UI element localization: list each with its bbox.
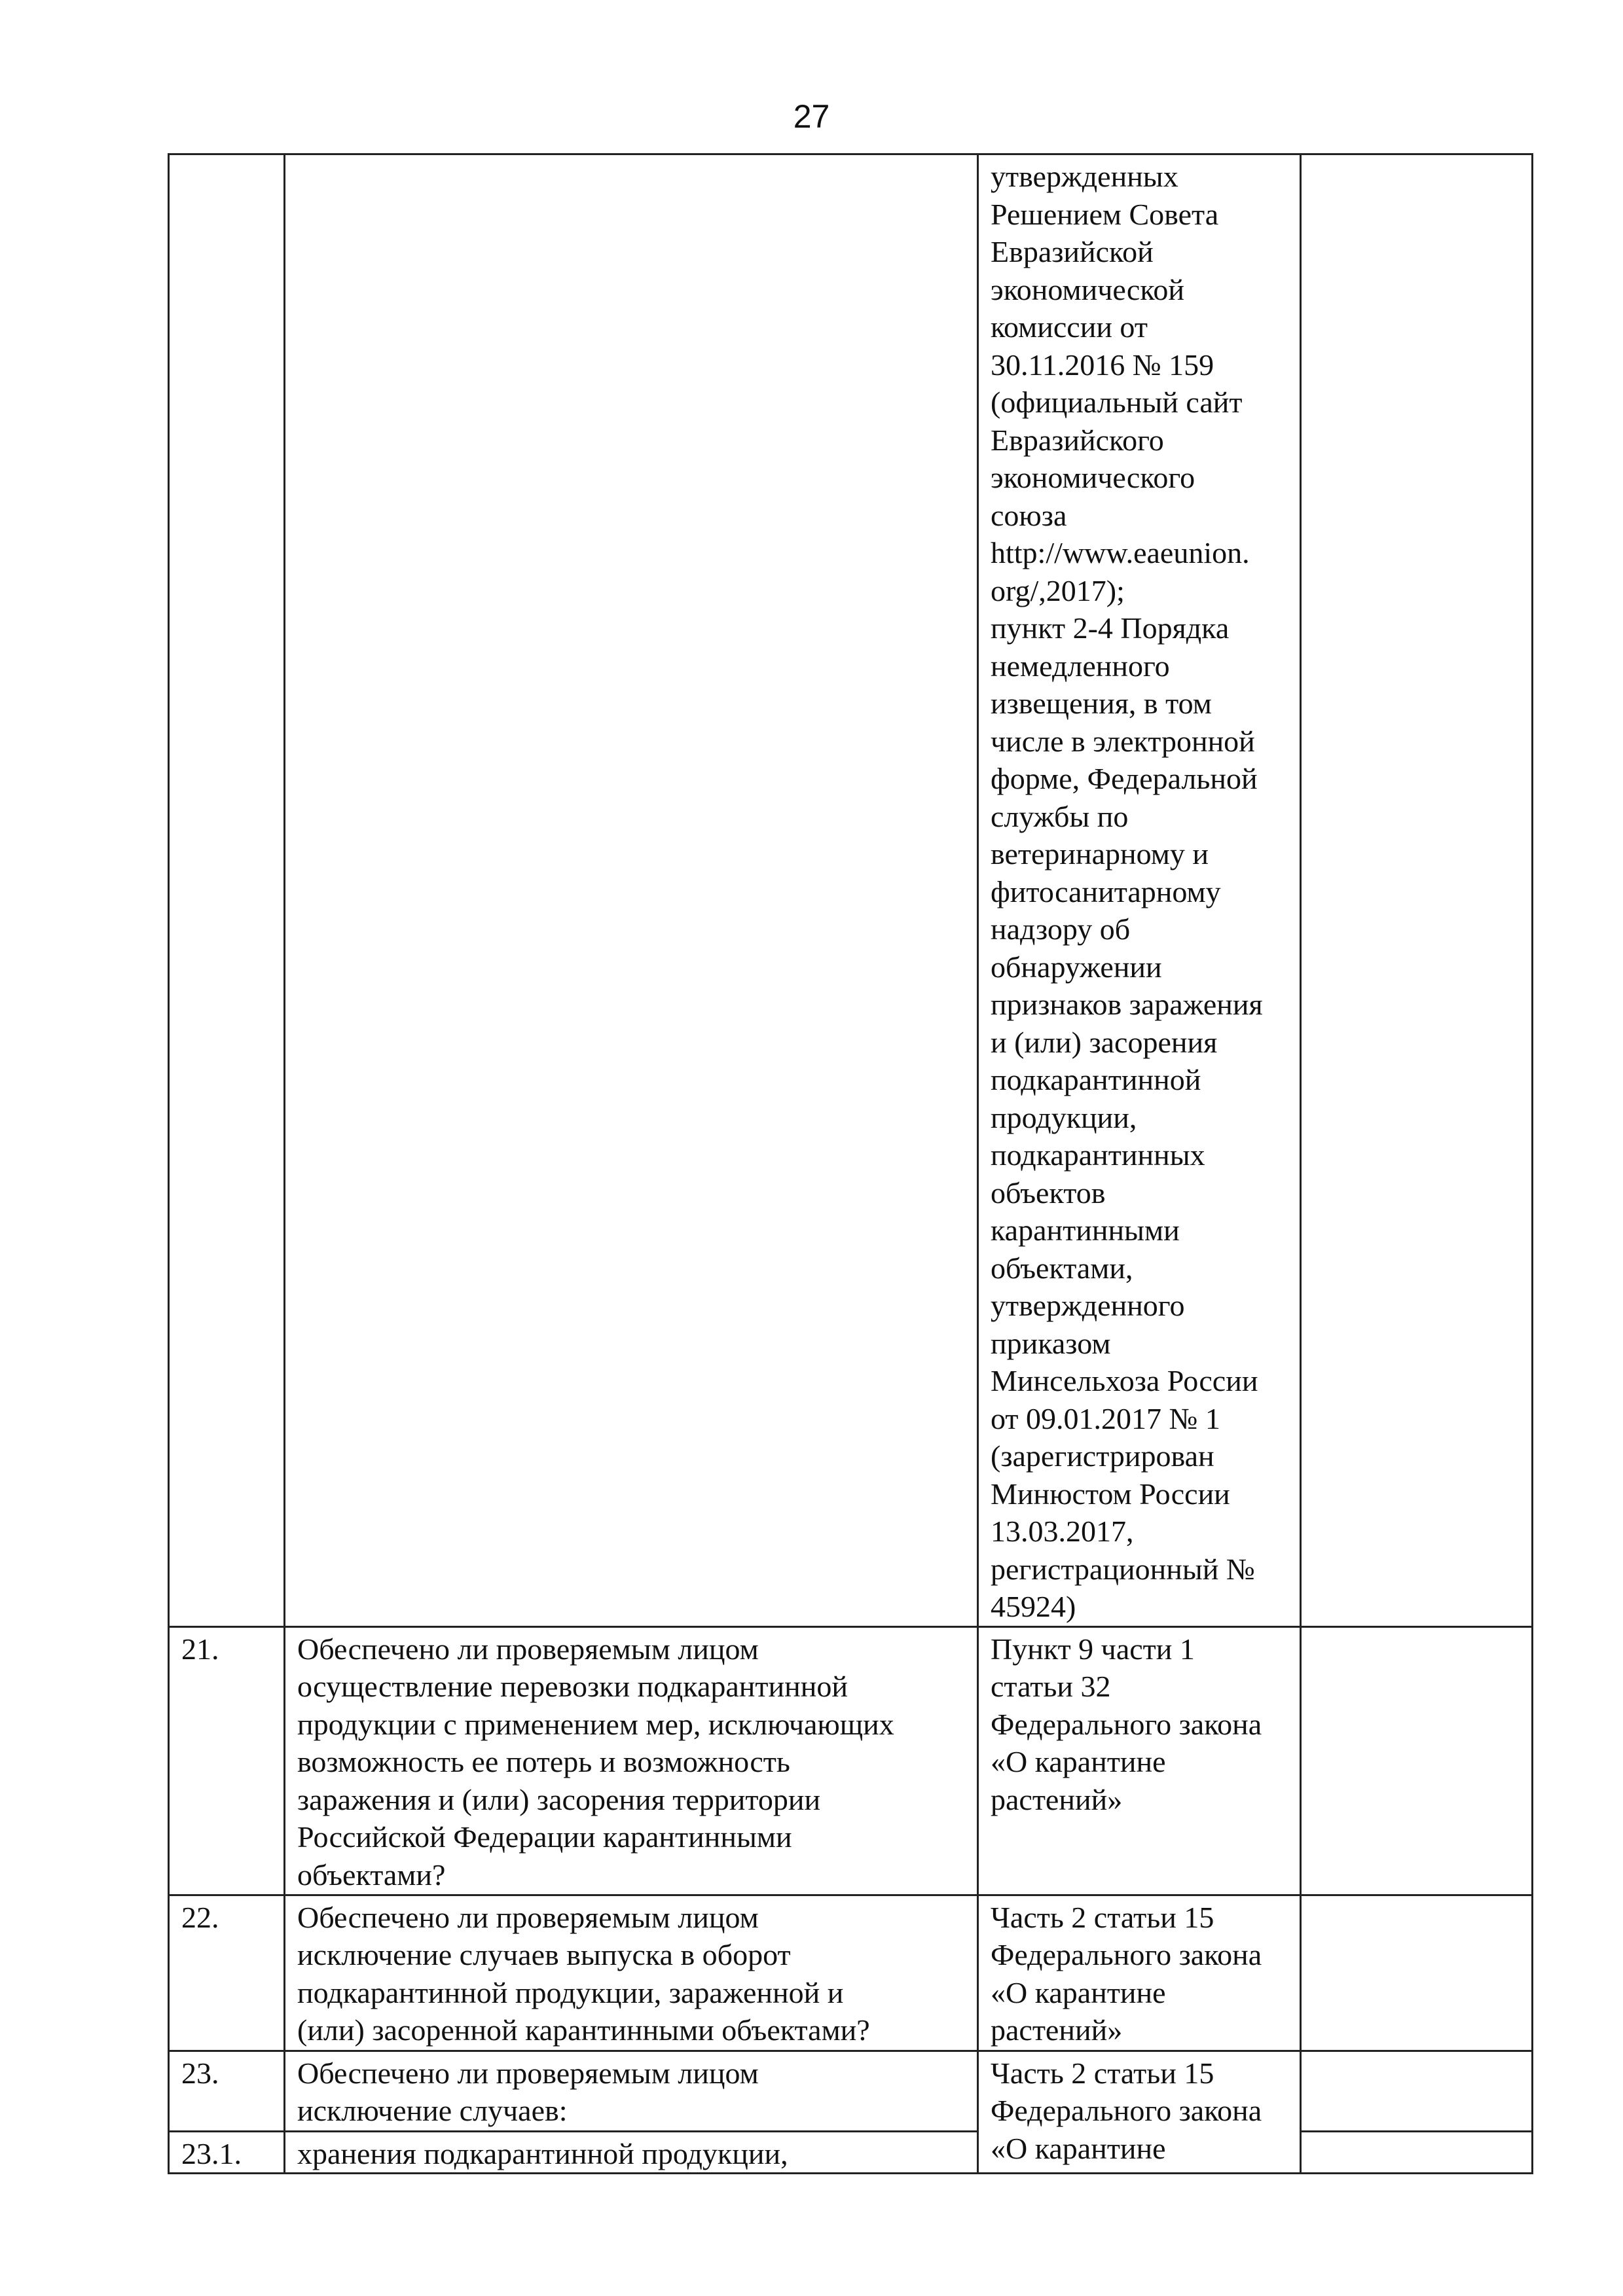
reference-line: приказом <box>991 1326 1111 1360</box>
reference-line: Часть 2 статьи 15 <box>991 2056 1214 2090</box>
question-cell <box>285 2131 978 2174</box>
row-number-cell: 22. <box>169 1895 285 2051</box>
reference-line: Федерального закона <box>991 1707 1262 1741</box>
reference-line: Пункт 9 части 1 <box>991 1632 1195 1666</box>
question-line: хранения подкарантинной продукции, <box>297 2136 788 2170</box>
reference-line: подкарантинных <box>991 1138 1205 1172</box>
reference-line: 45924) <box>991 1590 1076 1623</box>
row-number-cell <box>169 154 285 1627</box>
reference-line: регистрационный № <box>991 1552 1255 1586</box>
reference-line: признаков заражения <box>991 988 1263 1021</box>
reference-line: объектами, <box>991 1251 1133 1285</box>
reference-line: Решением Совета <box>991 197 1219 231</box>
question-line: возможность ее потерь и возможность <box>297 1745 790 1778</box>
table-row <box>169 2131 1533 2174</box>
reference-line: http://www.eaeunion. <box>991 536 1250 569</box>
reference-line: объектов <box>991 1175 1106 1210</box>
answer-cell <box>1301 154 1533 1627</box>
question-line: осуществление перевозки подкарантинной <box>297 1670 848 1703</box>
question-line: Обеспечено ли проверяемым лицом <box>297 2056 759 2090</box>
reference-line: ветеринарному и <box>991 837 1209 870</box>
reference-line: Минюстом России <box>991 1477 1230 1511</box>
reference-line: Федерального закона <box>991 2094 1262 2127</box>
table-row <box>169 154 1533 1627</box>
reference-line: «О карантине <box>991 1975 1166 2009</box>
reference-line: Часть 2 статьи 15 <box>991 1900 1214 1934</box>
reference-line: статьи 32 <box>991 1670 1111 1703</box>
reference-line: Евразийской <box>991 235 1154 268</box>
question-cell <box>285 2051 978 2131</box>
reference-line: форме, Федеральной <box>991 762 1258 795</box>
row-number-cell: 21. <box>169 1626 285 1895</box>
reference-cell <box>978 1895 1301 2051</box>
reference-line: Евразийского <box>991 423 1164 457</box>
reference-cell <box>978 1626 1301 1895</box>
reference-line: подкарантинной <box>991 1063 1201 1096</box>
question-line: заражения и (или) засорения территории <box>297 1782 821 1816</box>
answer-cell <box>1301 1626 1533 1895</box>
reference-line: числе в электронной <box>991 724 1255 758</box>
answer-cell <box>1301 2131 1533 2174</box>
question-line: продукции с применением мер, исключающих <box>297 1707 894 1741</box>
row-number-cell: 23. <box>169 2051 285 2131</box>
reference-line: от 09.01.2017 № 1 <box>991 1401 1220 1435</box>
reference-line: пункт 2-4 Порядка <box>991 611 1230 645</box>
page-number: 27 <box>793 98 830 135</box>
reference-cell <box>978 154 1301 1627</box>
reference-cell <box>978 2051 1301 2174</box>
question-line: Обеспечено ли проверяемым лицом <box>297 1632 759 1666</box>
reference-line: и (или) засорения <box>991 1025 1218 1059</box>
reference-line: продукции, <box>991 1100 1137 1134</box>
reference-line: растений» <box>991 2013 1123 2047</box>
question-line: Обеспечено ли проверяемым лицом <box>297 1900 759 1934</box>
reference-line: немедленного <box>991 649 1170 683</box>
reference-line: (зарегистрирован <box>991 1439 1214 1473</box>
reference-line: 13.03.2017, <box>991 1515 1134 1548</box>
question-line: Российской Федерации карантинными <box>297 1820 792 1854</box>
table-row <box>169 2051 1533 2131</box>
reference-line: Минсельхоза России <box>991 1364 1258 1397</box>
reference-line: «О карантине <box>991 2131 1166 2165</box>
reference-line: утвержденных <box>991 160 1178 193</box>
table-row <box>169 1626 1533 1895</box>
reference-line: обнаружении <box>991 950 1162 984</box>
question-line: исключение случаев выпуска в оборот <box>297 1938 791 1971</box>
reference-line: извещения, в том <box>991 687 1212 720</box>
reference-line: службы по <box>991 799 1129 833</box>
question-line: исключение случаев: <box>297 2094 568 2127</box>
answer-cell <box>1301 2051 1533 2131</box>
checklist-table <box>168 153 1533 2174</box>
reference-line: (официальный сайт <box>991 386 1243 419</box>
question-line: (или) засоренной карантинными объектами? <box>297 2013 870 2047</box>
reference-line: союза <box>991 498 1067 532</box>
reference-line: карантинными <box>991 1213 1180 1247</box>
answer-cell <box>1301 1895 1533 2051</box>
row-number-cell: 23.1. <box>169 2131 285 2174</box>
reference-line: растений» <box>991 1782 1123 1816</box>
reference-line: экономического <box>991 461 1195 494</box>
table-row <box>169 1895 1533 2051</box>
reference-line: фитосанитарному <box>991 874 1221 908</box>
reference-line: org/,2017); <box>991 573 1125 607</box>
reference-line: утвержденного <box>991 1289 1185 1322</box>
question-cell <box>285 154 978 1627</box>
question-line: подкарантинной продукции, зараженной и <box>297 1975 844 2009</box>
reference-line: комиссии от <box>991 310 1148 344</box>
reference-line: надзору об <box>991 912 1131 946</box>
reference-line: 30.11.2016 № 159 <box>991 348 1214 382</box>
question-cell <box>285 1626 978 1895</box>
question-cell <box>285 1895 978 2051</box>
reference-line: экономической <box>991 272 1184 306</box>
reference-line: Федерального закона <box>991 1938 1262 1971</box>
reference-line: «О карантине <box>991 1745 1166 1778</box>
question-line: объектами? <box>297 1857 446 1892</box>
